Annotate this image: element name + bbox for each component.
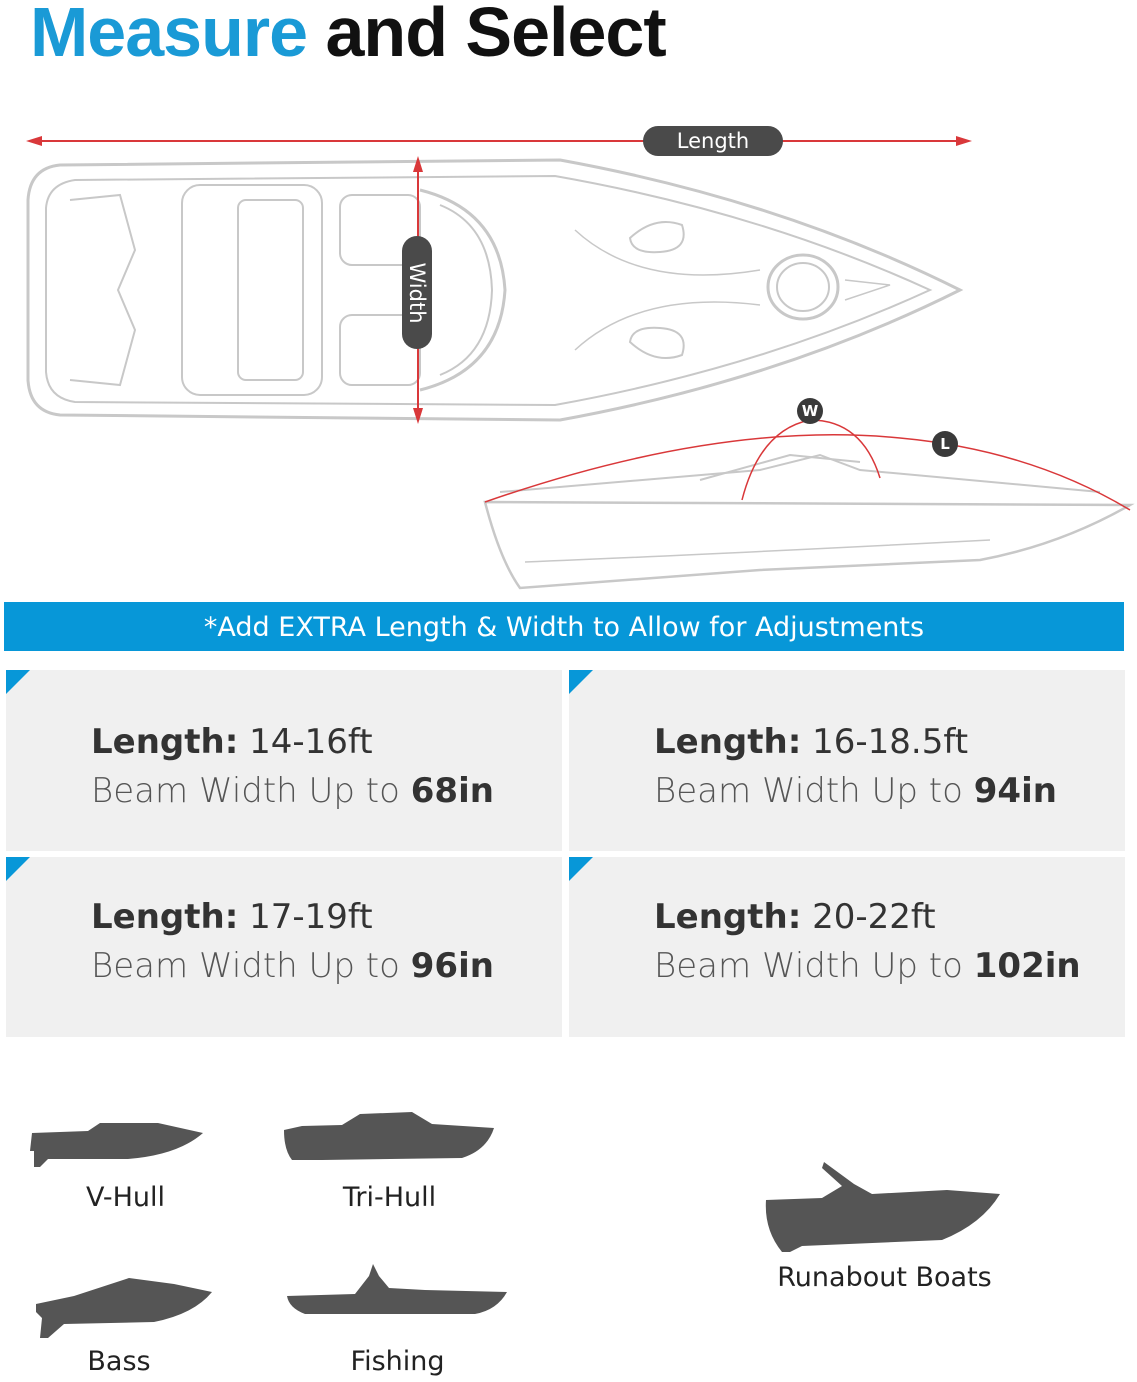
length-value: 14-16ft: [249, 722, 373, 762]
beam-line: [654, 946, 1081, 986]
width-badge: W: [797, 398, 823, 424]
length-line: [654, 897, 936, 937]
beam-value: 94in: [973, 771, 1057, 811]
boat-type-fishing[interactable]: [285, 1262, 510, 1380]
beam-text: Beam Width Up to: [654, 946, 963, 986]
boat-type-bass[interactable]: [34, 1276, 224, 1382]
boat-type-label: Runabout Boats: [777, 1262, 992, 1293]
size-card[interactable]: [6, 670, 562, 851]
length-label: Length:: [91, 722, 239, 762]
length-value: 20-22ft: [812, 897, 936, 937]
v-hull-boat-icon: [28, 1115, 208, 1175]
beam-line: [91, 946, 494, 986]
beam-line: [91, 771, 494, 811]
title-rest: and Select: [325, 0, 666, 71]
length-line: [654, 722, 968, 762]
bass-boat-icon: [34, 1276, 214, 1340]
boat-type-label: Tri-Hull: [342, 1182, 437, 1213]
title-highlight-word: Measure: [30, 0, 308, 71]
boat-type-tri-hull[interactable]: [282, 1110, 502, 1225]
boat-type-label: Bass: [87, 1346, 151, 1377]
length-label: Length:: [654, 897, 802, 937]
beam-value: 102in: [973, 946, 1081, 986]
fishing-boat-icon: [285, 1262, 510, 1322]
tri-hull-boat-icon: [282, 1110, 497, 1165]
length-label-pill: Length: [643, 126, 783, 156]
boat-type-v-hull[interactable]: [28, 1115, 228, 1225]
boat-type-label: V-Hull: [85, 1182, 166, 1213]
corner-accent: [6, 857, 30, 881]
boat-type-label: Fishing: [350, 1346, 445, 1377]
beam-text: Beam Width Up to: [91, 946, 400, 986]
length-label: Length:: [91, 897, 239, 937]
length-value: 17-19ft: [249, 897, 373, 937]
beam-text: Beam Width Up to: [91, 771, 400, 811]
corner-accent: [569, 857, 593, 881]
length-badge: L: [932, 431, 958, 457]
length-value: 16-18.5ft: [812, 722, 969, 762]
length-label: Length:: [654, 722, 802, 762]
corner-accent: [6, 670, 30, 694]
size-card[interactable]: [569, 670, 1125, 851]
beam-text: Beam Width Up to: [654, 771, 963, 811]
width-label: Width: [405, 261, 429, 324]
corner-accent: [569, 670, 593, 694]
runabout-boat-icon: [762, 1160, 1007, 1255]
beam-line: [654, 771, 1057, 811]
width-label-pill: [402, 236, 432, 349]
length-line: [91, 722, 373, 762]
beam-value: 68in: [410, 771, 494, 811]
length-line: [91, 897, 373, 937]
boat-type-runabout[interactable]: [762, 1160, 1012, 1302]
boat-top-view-illustration: [0, 0, 1137, 600]
size-card[interactable]: [569, 857, 1125, 1037]
size-card[interactable]: [6, 857, 562, 1037]
beam-value: 96in: [410, 946, 494, 986]
adjustment-banner: *Add EXTRA Length & Width to Allow for Adjustments: [4, 602, 1124, 651]
